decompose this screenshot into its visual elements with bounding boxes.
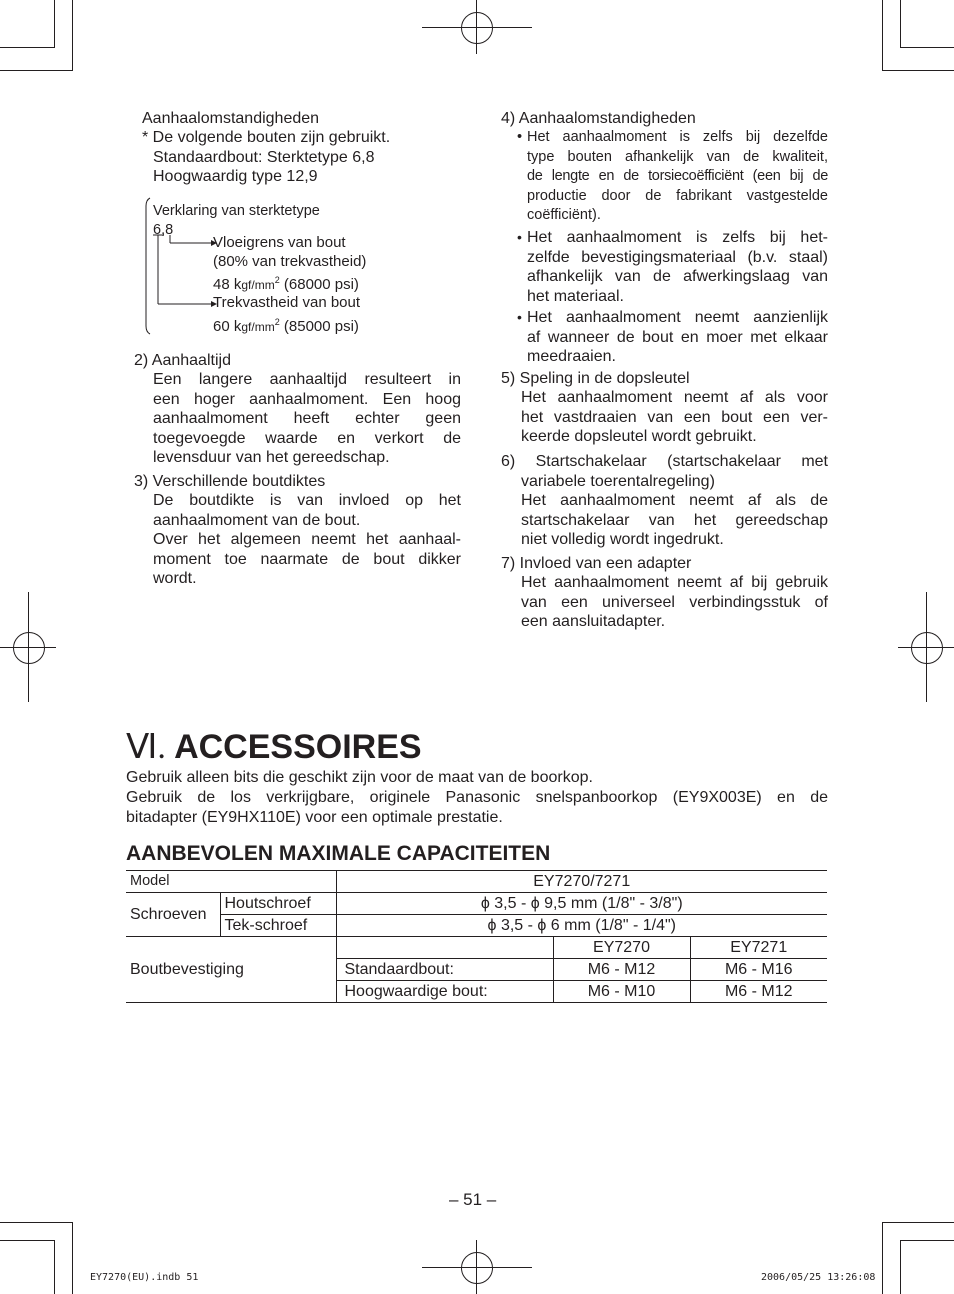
yield-line1: Vloeigrens van bout	[213, 234, 346, 251]
bullet-dot: •	[517, 309, 522, 325]
wood-screw-label: Houtschroef	[220, 893, 336, 915]
screws-label: Schroeven	[126, 893, 220, 937]
standard-bolt-ey7271: M6 - M16	[690, 959, 827, 981]
standard-bolt-ey7270: M6 - M12	[553, 959, 690, 981]
tek-screw-label: Tek-schroef	[220, 915, 336, 937]
tek-screw-value: ϕ 3,5 - ϕ 6 mm (1/8" - 1/4")	[336, 915, 827, 937]
capacities-table	[126, 870, 827, 1003]
capacities-title: AANBEVOLEN MAXIMALE CAPACITEITEN	[126, 842, 551, 865]
item2-body: Een langere aanhaaltijd resulteert in een hoger aanhaalmoment. Een hoog aanhaalmoment heeft echter geen toegevoegde waarde en verkort de levensduur van het gereedschap.	[153, 371, 461, 466]
item4-bullet-3: • Het aanhaalmoment neemt aanzienlijk af wanneer de bout en moer met elkaar meedraaien.	[517, 309, 828, 365]
high-bolt-ey7271: M6 - M12	[690, 981, 827, 1003]
tensile-line2: 60 kgf/$mm^2$ (85000 psi)	[213, 317, 359, 335]
item6-body: Het aanhaalmoment neemt af als de startschakelaar van het gereedschap niet volledig wordt ingedrukt.	[521, 492, 828, 548]
item7-body: Het aanhaalmoment neemt af bij gebruik van een universeel verbindingsstuk of een aansluitadapter.	[521, 574, 828, 630]
item6-title: 6) Startschakelaar (startschakelaar met variabele toerentalregeling)	[501, 453, 828, 490]
item7-title: 7) Invloed van een adapter	[501, 555, 692, 572]
col-ey7271: EY7271	[690, 937, 827, 959]
item3-title: 3) Verschillende boutdiktes	[134, 473, 326, 490]
item2-title: 2) Aanhaaltijd	[134, 352, 231, 369]
high-bolt-ey7270: M6 - M10	[553, 981, 690, 1003]
diagram-title: Verklaring van sterktetype	[153, 203, 320, 219]
model-label: Model	[126, 871, 336, 893]
diagram-value: 6,8	[153, 222, 174, 238]
yield-line2: (80% van trekvastheid)	[213, 253, 367, 270]
section-numeral: Ⅵ.	[126, 729, 166, 766]
model-value: EY7270/7271	[336, 871, 827, 893]
footer-file: EY7270(EU).indb 51	[90, 1272, 199, 1283]
item5-title: 5) Speling in de dopsleutel	[501, 370, 690, 387]
item4-bullet-1: • Het aanhaalmoment is zelfs bij dezelfde type bouten afhankelijk van de kwaliteit, de lengte en de torsiecoëfficiënt (een bij de productie door de fabrikant vastgestelde coëfficiënt).	[517, 129, 828, 223]
conditions-heading: Aanhaalomstandigheden	[142, 110, 320, 127]
table-row	[126, 937, 827, 959]
item4-title: 4) Aanhaalomstandigheden	[501, 110, 696, 127]
wood-screw-value: ϕ 3,5 - ϕ 9,5 mm (1/8" - 3/8")	[336, 893, 827, 915]
bullet-dot: •	[517, 129, 523, 145]
section-title-text: ACCESSOIRES	[174, 728, 422, 766]
tensile-line1: Trekvastheid van bout	[213, 294, 361, 311]
high-bolt-text: Hoogwaardig type 12,9	[153, 168, 318, 185]
standard-bolt-label: Standaardbout:	[336, 959, 553, 981]
bullet-dot: •	[517, 229, 522, 245]
standard-bolt-text: Standaardbout: Sterktetype 6,8	[153, 149, 375, 166]
page-number: – 51 –	[449, 1190, 497, 1209]
section-para-1: Gebruik alleen bits die geschikt zijn voor de maat van de boorkop.	[126, 769, 593, 786]
col-ey7270: EY7270	[553, 937, 690, 959]
empty-cell	[336, 937, 553, 959]
conditions-note: * De volgende bouten zijn gebruikt.	[142, 129, 391, 146]
table-row	[126, 871, 827, 893]
table-row	[126, 915, 827, 937]
item4-bullet-2: • Het aanhaalmoment is zelfs bij het- zelfde bevestigingsmateriaal (b.v. staal) afhankelijk van de afwerkingslaag van het materiaal.	[517, 229, 828, 305]
table-row	[126, 893, 827, 915]
high-bolt-label: Hoogwaardige bout:	[336, 981, 553, 1003]
item5-body: Het aanhaalmoment neemt af als voor het vastdraaien van een bout een ver- keerde dopsleutel wordt gebruikt.	[521, 389, 828, 445]
yield-line3: 48 kgf/$mm^2$ (68000 psi)	[213, 275, 359, 293]
item3-body: De boutdikte is van invloed op het aanhaalmoment van de bout. Over het algemeen neemt het aanhaal- moment toe naarmate de bout dikker wordt.	[153, 492, 461, 587]
bolt-label: Boutbevestiging	[126, 937, 336, 1003]
footer-timestamp: 2006/05/25 13:26:08	[761, 1272, 876, 1283]
section-para-2: Gebruik de los verkrijgbare, originele Panasonic snelspanboorkop (EY9X003E) en de bitadapter (EY9HX110E) voor een optimale prestatie.	[126, 789, 828, 826]
section-title	[126, 727, 422, 768]
